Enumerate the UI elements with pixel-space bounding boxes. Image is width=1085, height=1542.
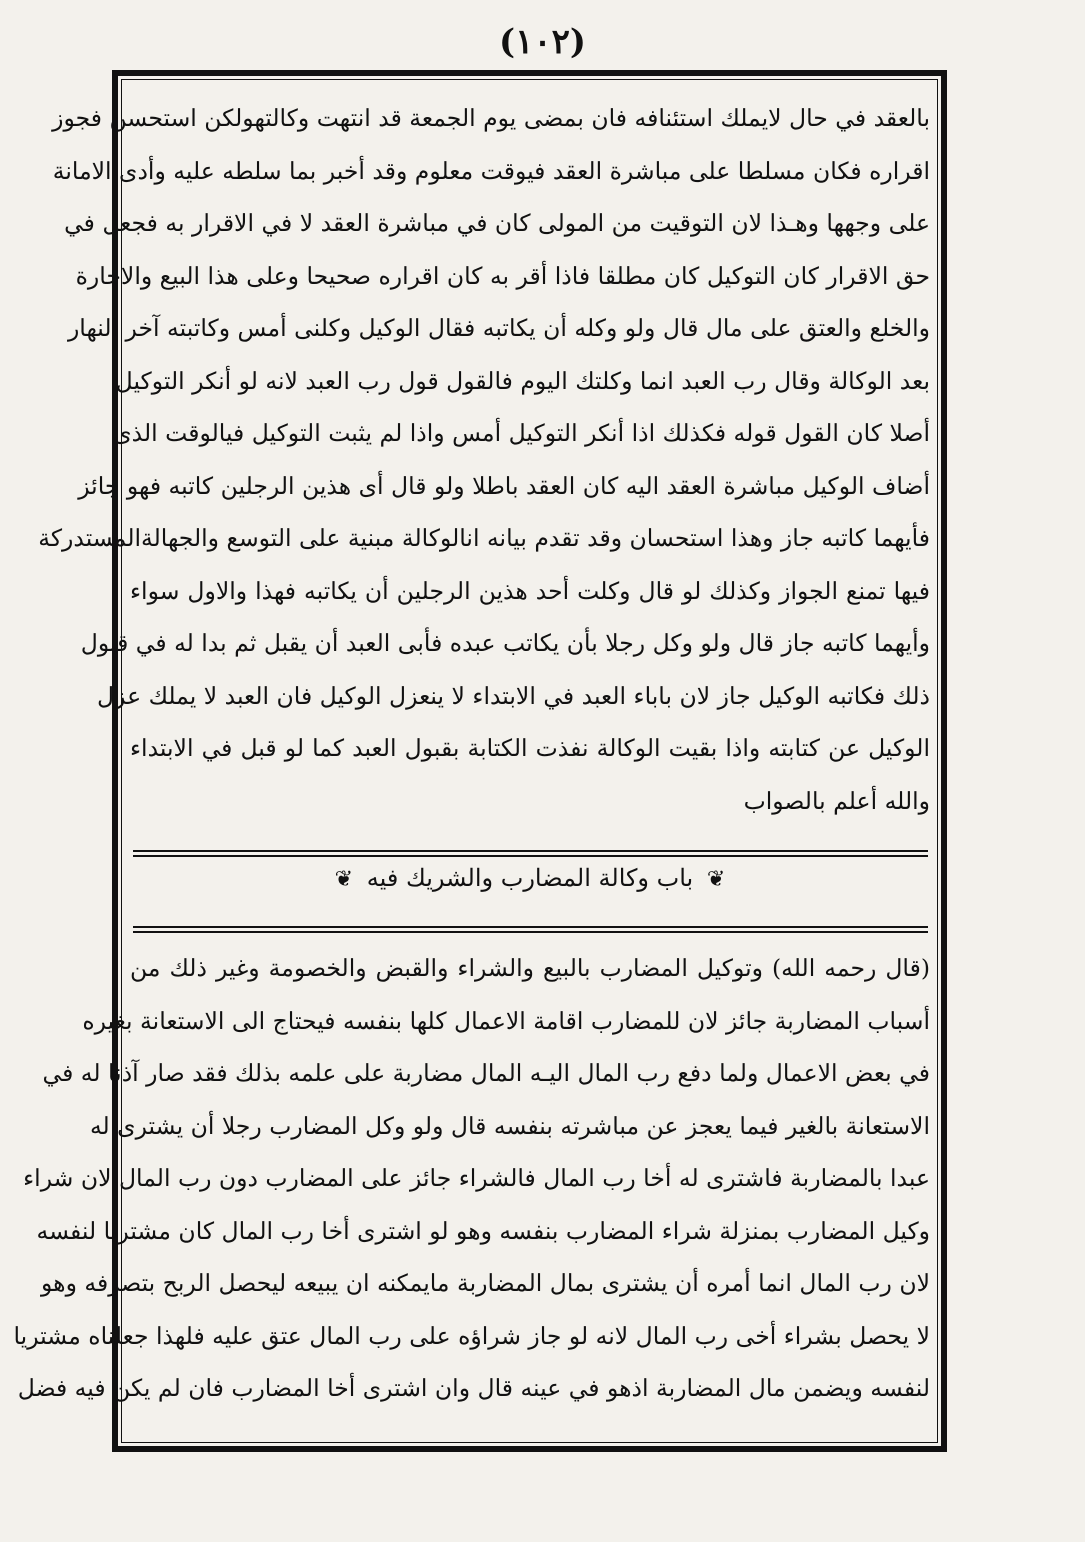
text-line: بعد الوكالة وقال رب العبد انما وكلتك اليوم فالقول قول رب العبد لانه لو أنكر التوكيل [115,366,930,395]
ornament-icon: ❦ [334,867,354,892]
text-line: والخلع والعتق على مال قال ولو وكله أن يكاتبه فقال الوكيل وكلنى أمس وكاتبته آخر النهار [67,314,930,342]
text-line: لا يحصل بشراء أخى رب المال لانه لو جاز شراؤه على رب المال عتق عليه فلهذا جعلناه مشتريا [13,1321,930,1350]
ornament-icon: ❦ [706,867,726,892]
text-line: (قال رحمه الله) وتوكيل المضارب بالبيع والشراء والقبض والخصومة وغير ذلك من [130,954,930,982]
body-text-bottom [13,942,930,1415]
text-line: أصلا كان القول قوله فكذلك اذا أنكر التوكيل أمس واذا لم يثبت التوكيل فيالوقت الذى [113,419,930,447]
text-line: حق الاقرار كان التوكيل كان مطلقا فاذا أقر به كان اقراره صحيحا وعلى هذا البيع والاجارة [75,261,930,290]
text-line: وأيهما كاتبه جاز قال ولو وكل رجلا بأن يكاتب عبده فأبى العبد أن يقبل ثم بدا له في قبول [80,629,930,657]
chapter-heading [130,864,930,892]
page-number: (١٠٢) [499,22,586,62]
text-line: اقراره فكان مسلطا على مباشرة العقد فيوقت معلوم وقد أخبر بما سلطه عليه وأدى الامانة [52,156,930,185]
text-line: ذلك فكاتبه الوكيل جاز لان باباء العبد في الابتداء لا ينعزل الوكيل فان العبد لا يملك عزل [97,681,930,710]
text-line: أضاف الوكيل مباشرة العقد اليه كان العقد باطلا ولو قال أى هذين الرجلين كاتبه فهو جائز [78,471,930,500]
text-line: لان رب المال انما أمره أن يشترى بمال المضاربة مايمكنه ان يبيعه ليحصل الربح بتصرفه وهو [41,1269,930,1297]
text-line: أسباب المضاربة جائز لان للمضارب اقامة الاعمال كلها بنفسه فيحتاج الى الاستعانة بغيره [82,1006,930,1035]
text-line: فيها تمنع الجواز وكذلك لو قال وكلت أحد هذين الرجلين أن يكاتبه فهذا والاول سواء [130,576,930,605]
text-line: بالعقد في حال لايملك استئنافه فان بمضى يوم الجمعة قد انتهت وكالتهولكن استحسن فجوز [52,104,930,132]
text-line: في بعض الاعمال ولما دفع رب المال اليـه المال مضاربة على علمه بذلك فقد صار آذنا له في [42,1059,930,1087]
section-rule-top [133,855,928,857]
text-line: فأيهما كاتبه جاز وهذا استحسان وقد تقدم بيانه انالوكالة مبنية على التوسع والجهالةالمستدركة [38,524,930,552]
text-line: وكيل المضارب بمنزلة شراء المضارب بنفسه وهو لو اشترى أخا رب المال كان مشتريا لنفسه [36,1216,930,1245]
text-line: الاستعانة بالغير فيما يعجز عن مباشرته بنفسه قال ولو وكل المضارب رجلا أن يشترى له [89,1111,930,1140]
chapter-title: باب وكالة المضارب والشريك فيه [366,864,694,892]
body-text-top [38,92,930,827]
section-rule-bottom [133,926,928,928]
text-line: الوكيل عن كتابته واذا بقيت الوكالة نفذت الكتابة بقبول العبد كما لو قبل في الابتداء [130,734,930,762]
section-rule-bottom [133,931,928,933]
text-line: لنفسه ويضمن مال المضاربة اذهو في عينه قال وان اشترى أخا المضارب فان لم يكن فيه فضل [17,1374,930,1402]
section-rule-top [133,850,928,852]
text-line: على وجهها وهـذا لان التوقيت من المولى كان في مباشرة العقد لا في الاقرار به فجعل في [64,209,930,237]
text-line: عبدا بالمضاربة فاشترى له أخا رب المال فالشراء جائز على المضارب دون رب المال لان شراء [23,1164,930,1192]
text-line-closing: والله أعلم بالصواب [743,786,930,815]
